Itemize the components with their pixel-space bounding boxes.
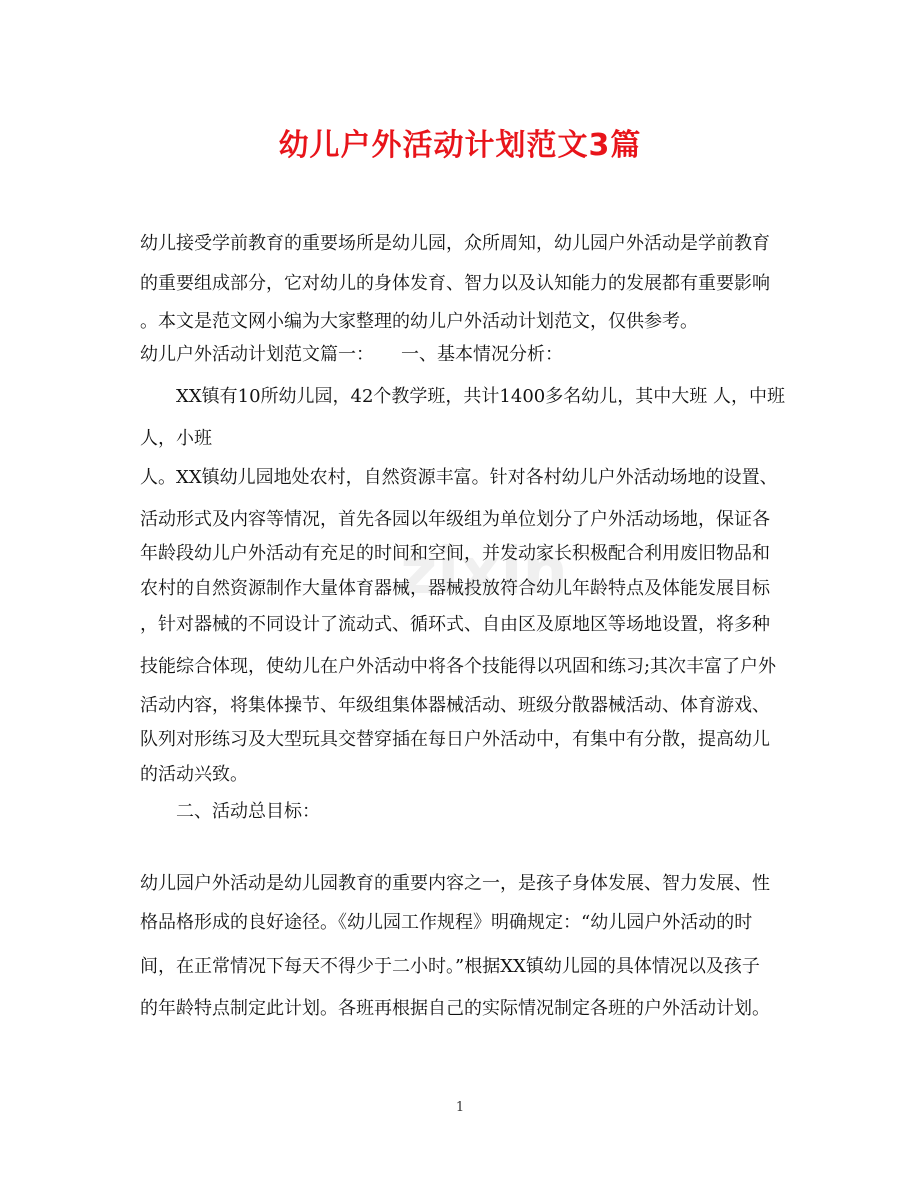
body-line: 。本文是范文网小编为大家整理的幼儿户外活动计划范文，仅供参考。: [140, 311, 698, 332]
body-line: 活动内容，将集体操节、年级组集体器械活动、班级分散器械活动、体育游戏、: [140, 695, 770, 716]
body-line: 幼儿园户外活动是幼儿园教育的重要内容之一，是孩子身体发展、智力发展、性: [140, 873, 770, 894]
body-line: 幼儿接受学前教育的重要场所是幼儿园，众所周知，幼儿园户外活动是学前教育: [140, 233, 770, 254]
body-line: 的活动兴致。: [140, 764, 248, 785]
document-title: 幼儿户外活动计划范文3篇: [278, 128, 642, 163]
page-number: 1: [455, 1100, 465, 1115]
body-line: 格品格形成的良好途径。《幼儿园工作规程》明确规定：“幼儿园户外活动的时: [140, 912, 753, 933]
body-line: XX镇有10所幼儿园，42个教学班，共计1400多名幼儿，其中大班 人，中班: [140, 386, 785, 407]
body-line: 活动形式及内容等情况，首先各园以年级组为单位划分了户外活动场地，保证各: [140, 509, 770, 530]
body-line: 农村的自然资源制作大量体育器械，器械投放符合幼儿年龄特点及体能发展目标: [140, 578, 770, 599]
body-line: 队列对形练习及大型玩具交替穿插在每日户外活动中，有集中有分散，提高幼儿: [140, 729, 770, 750]
body-line: ，针对器械的不同设计了流动式、循环式、自由区及原地区等场地设置，将多种: [140, 614, 770, 635]
body-line: 人，小班: [140, 428, 212, 449]
body-line: 的年龄特点制定此计划。各班再根据自己的实际情况制定各班的户外活动计划。: [140, 998, 770, 1019]
body-line: 人。XX镇幼儿园地处农村，自然资源丰富。针对各村幼儿户外活动场地的设置、: [140, 467, 778, 488]
body-line: 的重要组成部分，它对幼儿的身体发育、智力以及认知能力的发展都有重要影响: [140, 273, 770, 294]
body-line: 幼儿户外活动计划范文篇一： 一、基本情况分析：: [140, 344, 563, 365]
body-line: 技能综合体现，使幼儿在户外活动中将各个技能得以巩固和练习;其次丰富了户外: [140, 656, 777, 677]
body-line: 年龄段幼儿户外活动有充足的时间和空间，并发动家长积极配合利用废旧物品和: [140, 543, 770, 564]
section-heading: 二、活动总目标：: [140, 801, 320, 822]
watermark: zixin: [400, 535, 568, 609]
body-line: 间，在正常情况下每天不得少于二小时。”根据XX镇幼儿园的具体情况以及孩子: [140, 956, 760, 977]
